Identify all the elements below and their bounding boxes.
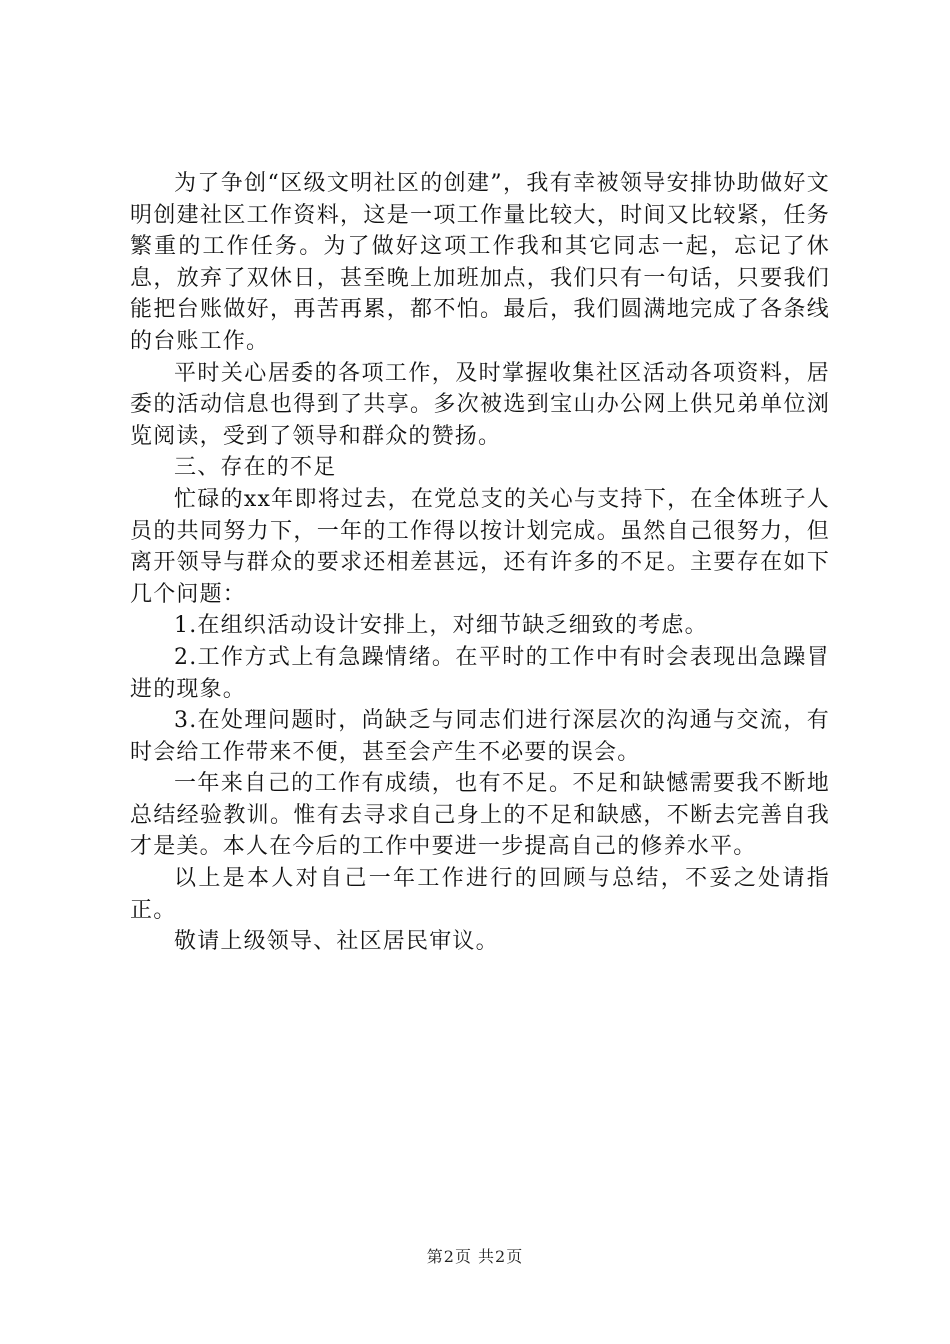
page-number-footer: 第2页 共2页 (426, 1247, 524, 1266)
section-heading-shortcomings: 三、存在的不足 (174, 455, 337, 481)
list-item-2: 2.工作方式上有急躁情绪。在平时的工作中有时会表现出急躁冒进的现象。 (130, 644, 830, 702)
paragraph-closing: 敬请上级领导、社区居民审议。 (174, 929, 499, 955)
paragraph-daily-work: 平时关心居委的各项工作，及时掌握收集社区活动各项资料，居委的活动信息也得到了共享。多次被选到宝山办公网上供兄弟单位浏览阅读，受到了领导和群众的赞扬。 (130, 360, 830, 449)
paragraph-conclusion: 以上是本人对自己一年工作进行的回顾与总结，不妥之处请指正。 (130, 866, 830, 923)
list-item-1: 1.在组织活动设计安排上，对细节缺乏细致的考虑。 (174, 613, 708, 639)
document-body (130, 168, 830, 958)
paragraph-reflection: 一年来自己的工作有成绩，也有不足。不足和缺憾需要我不断地总结经验教训。惟有去寻求自己身上的不足和缺感，不断去完善自我才是美。本人在今后的工作中要进一步提高自己的修养水平。 (130, 771, 830, 860)
paragraph-year-review: 忙碌的xx年即将过去，在党总支的关心与支持下，在全体班子人员的共同努力下，一年的工作得以按计划完成。虽然自己很努力，但离开领导与群众的要求还相差甚远，还有许多的不足。主要存在如下几个问题： (130, 486, 830, 607)
list-item-3: 3.在处理问题时，尚缺乏与同志们进行深层次的沟通与交流，有时会给工作带来不便，甚至会产生不必要的误会。 (130, 708, 830, 765)
paragraph-archive-work: 为了争创“区级文明社区的创建”，我有幸被领导安排协助做好文明创建社区工作资料，这是一项工作量比较大，时间又比较紧，任务繁重的工作任务。为了做好这项工作我和其它同志一起，忘记了休息，放弃了双休日，甚至晚上加班加点，我们只有一句话，只要我们能把台账做好，再苦再累，都不怕。最后，我们圆满地完成了各条线的台账工作。 (130, 171, 830, 354)
